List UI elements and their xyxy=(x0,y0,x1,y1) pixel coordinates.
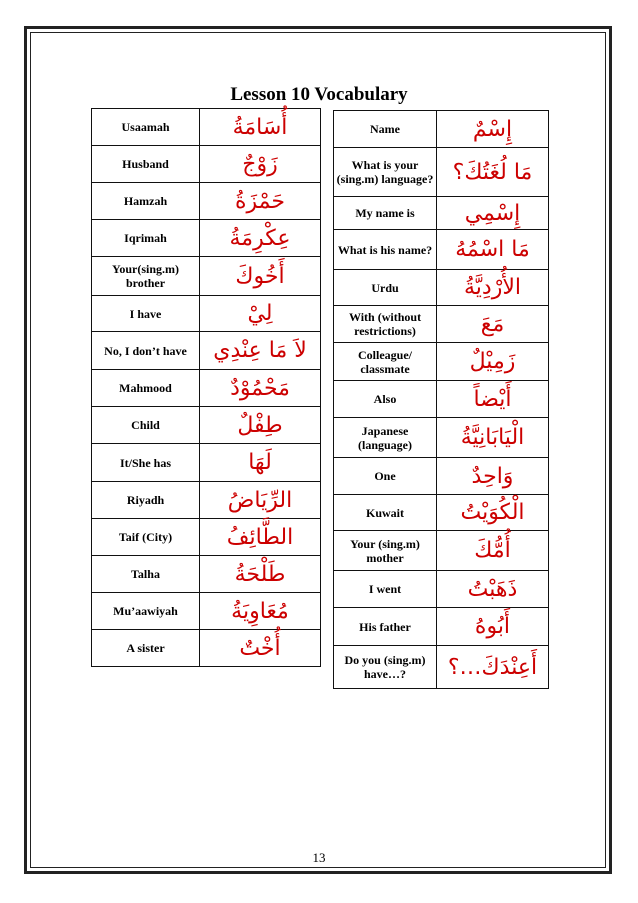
vocab-row xyxy=(334,646,549,689)
english-term: Taif (City) xyxy=(92,519,200,556)
english-term: My name is xyxy=(334,197,437,230)
english-term: Japanese (language) xyxy=(334,418,437,458)
vocab-row xyxy=(334,571,549,608)
english-term: Urdu xyxy=(334,270,437,306)
arabic-term: أَخُوكَ xyxy=(200,257,321,296)
vocab-row xyxy=(92,146,321,183)
arabic-term: مَحْمُوْدٌ xyxy=(200,370,321,407)
arabic-term: أُسَامَةُ xyxy=(200,109,321,146)
vocab-row xyxy=(92,220,321,257)
english-term: I have xyxy=(92,296,200,332)
english-term: One xyxy=(334,458,437,495)
arabic-term: مَا لُغَتُكَ؟ xyxy=(437,148,549,197)
english-term: Colleague/ classmate xyxy=(334,343,437,381)
vocab-table-left xyxy=(91,108,321,667)
arabic-term: لَهَا xyxy=(200,444,321,482)
english-term: Talha xyxy=(92,556,200,593)
vocab-row xyxy=(92,407,321,444)
english-term: With (without restrictions) xyxy=(334,306,437,343)
arabic-term: أُخْتٌ xyxy=(200,630,321,667)
english-term: No, I don’t have xyxy=(92,332,200,370)
arabic-term: وَاحِدٌ xyxy=(437,458,549,495)
english-term: A sister xyxy=(92,630,200,667)
arabic-term: الْكُوَيْتُ xyxy=(437,495,549,531)
arabic-term: إِسْمٌ xyxy=(437,111,549,148)
vocab-row xyxy=(92,444,321,482)
vocab-row xyxy=(92,109,321,146)
vocab-row xyxy=(92,630,321,667)
arabic-term: أَبُوهُ xyxy=(437,608,549,646)
arabic-term: الْيَابَانِيَّةُ xyxy=(437,418,549,458)
english-term: I went xyxy=(334,571,437,608)
vocab-row xyxy=(334,495,549,531)
english-term: Iqrimah xyxy=(92,220,200,257)
page-title: Lesson 10 Vocabulary xyxy=(230,84,408,105)
arabic-term: لِيْ xyxy=(200,296,321,332)
vocab-row xyxy=(334,608,549,646)
vocab-row xyxy=(92,556,321,593)
vocab-row xyxy=(334,111,549,148)
english-term: Name xyxy=(334,111,437,148)
arabic-term: مُعَاوِيَةُ xyxy=(200,593,321,630)
vocab-row xyxy=(92,183,321,220)
vocab-row xyxy=(92,296,321,332)
english-term: Usaamah xyxy=(92,109,200,146)
english-term: What is your (sing.m) language? xyxy=(334,148,437,197)
arabic-term: أَعِنْدَكَ…؟ xyxy=(437,646,549,689)
vocab-row xyxy=(334,306,549,343)
vocab-table-right xyxy=(333,110,549,689)
vocab-row xyxy=(92,257,321,296)
arabic-term: إِسْمِي xyxy=(437,197,549,230)
english-term: Hamzah xyxy=(92,183,200,220)
english-term: Child xyxy=(92,407,200,444)
page-number: 13 xyxy=(312,850,326,865)
english-term: Mu’aawiyah xyxy=(92,593,200,630)
arabic-term: الطَّائِفُ xyxy=(200,519,321,556)
arabic-term: زَوْجٌ xyxy=(200,146,321,183)
arabic-term: حَمْزَةُ xyxy=(200,183,321,220)
arabic-term: عِكْرِمَةُ xyxy=(200,220,321,257)
arabic-term: مَعَ xyxy=(437,306,549,343)
arabic-term: لاَ مَا عِنْدِي xyxy=(200,332,321,370)
vocab-row xyxy=(334,418,549,458)
vocab-row xyxy=(92,593,321,630)
english-term: Riyadh xyxy=(92,482,200,519)
english-term: Kuwait xyxy=(334,495,437,531)
arabic-term: طَلْحَةُ xyxy=(200,556,321,593)
arabic-term: ذَهَبْتُ xyxy=(437,571,549,608)
arabic-term: أُمُّكَ xyxy=(437,531,549,571)
english-term: Husband xyxy=(92,146,200,183)
english-term: It/She has xyxy=(92,444,200,482)
vocab-row xyxy=(334,197,549,230)
vocab-row xyxy=(92,370,321,407)
english-term: His father xyxy=(334,608,437,646)
english-term: Mahmood xyxy=(92,370,200,407)
arabic-term: طِفْلٌ xyxy=(200,407,321,444)
arabic-term: أَيْضاً xyxy=(437,381,549,418)
english-term: What is his name? xyxy=(334,230,437,270)
english-term: Also xyxy=(334,381,437,418)
vocab-row xyxy=(334,458,549,495)
vocab-row xyxy=(334,531,549,571)
arabic-term: زَمِيْلٌ xyxy=(437,343,549,381)
vocab-row xyxy=(334,343,549,381)
vocab-row xyxy=(92,482,321,519)
english-term: Your(sing.m) brother xyxy=(92,257,200,296)
arabic-term: الأُرْدِيَّةُ xyxy=(437,270,549,306)
vocab-row xyxy=(334,381,549,418)
vocab-row xyxy=(334,230,549,270)
vocab-row xyxy=(334,270,549,306)
arabic-term: مَا اسْمُهُ xyxy=(437,230,549,270)
english-term: Do you (sing.m) have…? xyxy=(334,646,437,689)
vocab-row xyxy=(92,519,321,556)
vocab-row xyxy=(334,148,549,197)
arabic-term: الرِّيَاضُ xyxy=(200,482,321,519)
english-term: Your (sing.m) mother xyxy=(334,531,437,571)
vocab-row xyxy=(92,332,321,370)
